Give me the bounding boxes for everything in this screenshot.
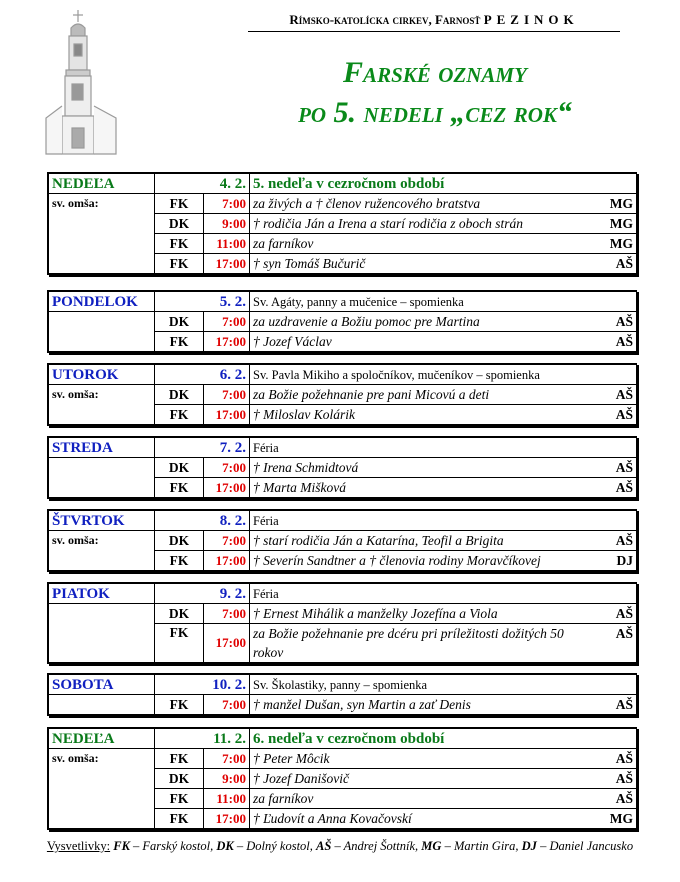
day-name: NEDEĽA <box>49 174 155 194</box>
intention-text: † syn Tomáš Bučurič <box>253 255 366 271</box>
day-occasion: Sv. Školastiky, panny – spomienka <box>250 675 637 695</box>
mass-time: 7:00 <box>204 604 250 624</box>
church-tower-logo <box>38 8 128 156</box>
intention-text: † Jozef Danišovič <box>253 770 349 786</box>
priest-code: AŠ <box>615 790 633 806</box>
parish-name: PEZINOK <box>483 12 579 27</box>
mass-time: 17:00 <box>204 478 250 498</box>
day-block <box>47 436 637 499</box>
mass-row <box>49 458 637 478</box>
mass-time: 17:00 <box>204 405 250 425</box>
church-code: FK <box>155 809 204 829</box>
priest-code: MG <box>609 215 633 231</box>
mass-intention <box>250 551 637 571</box>
mass-time: 11:00 <box>204 234 250 254</box>
legend-title: Vysvetlivky: <box>46 839 111 853</box>
church-code: FK <box>155 624 204 663</box>
legend <box>40 839 640 854</box>
priest-code: AŠ <box>615 479 633 495</box>
legend-text: Martin Gira <box>453 839 516 853</box>
intention-text: za Božie požehnanie pre pani Micovú a deti <box>253 386 490 402</box>
day-block <box>47 673 637 716</box>
legend-abbr: FK <box>113 839 130 853</box>
page-title: Farské oznamy <box>343 56 527 89</box>
mass-row <box>49 194 637 214</box>
intention-text: † rodičia Ján a Irena a starí rodičia z oboch strán <box>253 215 523 231</box>
priest-code: AŠ <box>615 750 633 766</box>
priest-code: MG <box>609 195 633 211</box>
mass-time: 9:00 <box>204 214 250 234</box>
day-name: SOBOTA <box>49 675 155 695</box>
church-code: DK <box>155 531 204 551</box>
mass-intention <box>250 749 637 769</box>
intention-text: † Miloslav Kolárik <box>253 406 355 422</box>
mass-row <box>49 312 637 332</box>
mass-label: sv. omša: <box>49 385 155 425</box>
day-name: STREDA <box>49 438 155 458</box>
mass-row <box>49 695 637 715</box>
day-occasion: Féria <box>250 584 637 604</box>
day-name: UTOROK <box>49 365 155 385</box>
intention-text: † starí rodičia Ján a Katarína, Teofil a Brigita <box>253 532 504 548</box>
mass-intention <box>250 214 637 234</box>
mass-intention <box>250 809 637 829</box>
mass-label: sv. omša: <box>49 194 155 274</box>
legend-text: Andrej Šottník <box>343 839 416 853</box>
day-name: PIATOK <box>49 584 155 604</box>
mass-intention <box>250 332 637 352</box>
day-date: 6. 2. <box>155 365 250 385</box>
mass-time: 17:00 <box>204 809 250 829</box>
intention-text: † Irena Schmidtová <box>253 459 359 475</box>
church-code: DK <box>155 385 204 405</box>
priest-code: AŠ <box>615 333 633 349</box>
intention-text: † Ľudovít a Anna Kovačovskí <box>253 810 412 826</box>
day-date: 4. 2. <box>155 174 250 194</box>
intention-text: † manžel Dušan, syn Martin a zať Denis <box>253 696 471 712</box>
mass-intention <box>250 254 637 274</box>
mass-intention <box>250 385 637 405</box>
mass-time: 7:00 <box>204 385 250 405</box>
church-code: FK <box>155 789 204 809</box>
mass-time: 17:00 <box>204 624 250 663</box>
day-occasion: Féria <box>250 511 637 531</box>
mass-row <box>49 604 637 624</box>
priest-code: AŠ <box>615 459 633 475</box>
church-code: DK <box>155 458 204 478</box>
mass-time: 17:00 <box>204 551 250 571</box>
parish-header <box>248 12 620 32</box>
priest-code: MG <box>609 810 633 826</box>
mass-intention <box>250 478 637 498</box>
legend-abbr: DJ <box>521 839 537 853</box>
mass-intention <box>250 531 637 551</box>
mass-time: 7:00 <box>204 458 250 478</box>
legend-text: Farský kostol <box>142 839 211 853</box>
church-code: FK <box>155 478 204 498</box>
day-name: PONDELOK <box>49 292 155 312</box>
mass-time: 11:00 <box>204 789 250 809</box>
church-code: DK <box>155 312 204 332</box>
day-date: 11. 2. <box>155 729 250 749</box>
church-code: FK <box>155 332 204 352</box>
mass-label <box>49 458 155 498</box>
mass-intention <box>250 769 637 789</box>
church-code: FK <box>155 405 204 425</box>
intention-text: za farníkov <box>253 235 314 251</box>
priest-code: MG <box>609 235 633 251</box>
intention-text: za živých a † členov ružencového bratstva <box>253 195 481 211</box>
legend-items: FK – Farský kostol, DK – Dolný kostol, AŠ – Andrej Šottník, MG – Martin Gira, DJ – Daniel Jancusko <box>113 839 634 853</box>
day-block <box>47 727 637 830</box>
priest-code: AŠ <box>615 532 633 548</box>
mass-intention <box>250 624 637 663</box>
day-name: ŠTVRTOK <box>49 511 155 531</box>
priest-code: AŠ <box>615 770 633 786</box>
mass-label <box>49 695 155 715</box>
mass-time: 7:00 <box>204 312 250 332</box>
intention-text: † Jozef Václav <box>253 333 332 349</box>
church-code: FK <box>155 254 204 274</box>
mass-row <box>49 531 637 551</box>
legend-text: Dolný kostol <box>246 839 310 853</box>
day-date: 8. 2. <box>155 511 250 531</box>
mass-time: 7:00 <box>204 194 250 214</box>
church-code: FK <box>155 234 204 254</box>
priest-code: AŠ <box>615 626 633 641</box>
mass-time: 9:00 <box>204 769 250 789</box>
priest-code: AŠ <box>615 255 633 271</box>
mass-time: 7:00 <box>204 695 250 715</box>
mass-row <box>49 385 637 405</box>
day-occasion: Sv. Pavla Mikiho a spoločníkov, mučeníkov – spomienka <box>250 365 637 385</box>
day-occasion: 6. nedeľa v cezročnom období <box>250 729 637 749</box>
mass-intention <box>250 405 637 425</box>
church-code: DK <box>155 604 204 624</box>
day-block <box>47 509 637 572</box>
priest-code: AŠ <box>615 386 633 402</box>
legend-abbr: DK <box>216 839 234 853</box>
day-date: 5. 2. <box>155 292 250 312</box>
intention-text: † Marta Mišková <box>253 479 346 495</box>
day-date: 9. 2. <box>155 584 250 604</box>
mass-row <box>49 749 637 769</box>
church-code: DK <box>155 769 204 789</box>
day-name: NEDEĽA <box>49 729 155 749</box>
intention-text: za Božie požehnanie pre dcéru pri príležitosti dožitých 50 rokov <box>253 626 564 660</box>
intention-text: † Peter Môcik <box>253 750 330 766</box>
mass-time: 7:00 <box>204 749 250 769</box>
mass-intention <box>250 194 637 214</box>
mass-label: sv. omša: <box>49 531 155 571</box>
day-block <box>47 363 637 426</box>
mass-label <box>49 604 155 663</box>
legend-abbr: MG <box>421 839 442 853</box>
church-code: DK <box>155 214 204 234</box>
mass-intention <box>250 604 637 624</box>
mass-time: 17:00 <box>204 332 250 352</box>
mass-label <box>49 312 155 352</box>
church-code: FK <box>155 749 204 769</box>
day-date: 7. 2. <box>155 438 250 458</box>
intention-text: za farníkov <box>253 790 314 806</box>
mass-time: 7:00 <box>204 531 250 551</box>
day-occasion: Sv. Agáty, panny a mučenice – spomienka <box>250 292 637 312</box>
intention-text: † Severín Sandtner a † členovia rodiny Moravčíkovej <box>253 552 541 568</box>
church-code: FK <box>155 695 204 715</box>
legend-text: Daniel Jancusko <box>549 839 634 853</box>
intention-text: za uzdravenie a Božiu pomoc pre Martina <box>253 313 480 329</box>
mass-label: sv. omša: <box>49 749 155 829</box>
mass-intention <box>250 234 637 254</box>
church-code: FK <box>155 194 204 214</box>
priest-code: AŠ <box>615 406 633 422</box>
intention-text: † Ernest Mihálik a manželky Jozefína a Viola <box>253 605 498 621</box>
mass-intention <box>250 695 637 715</box>
church-code: FK <box>155 551 204 571</box>
day-occasion: Féria <box>250 438 637 458</box>
mass-intention <box>250 789 637 809</box>
day-block <box>47 582 637 664</box>
priest-code: AŠ <box>615 605 633 621</box>
day-occasion: 5. nedeľa v cezročnom období <box>250 174 637 194</box>
mass-intention <box>250 312 637 332</box>
priest-code: AŠ <box>615 313 633 329</box>
priest-code: AŠ <box>615 696 633 712</box>
legend-abbr: AŠ <box>316 839 332 853</box>
day-block <box>47 172 637 275</box>
priest-code: DJ <box>616 552 633 568</box>
day-block <box>47 290 637 353</box>
day-date: 10. 2. <box>155 675 250 695</box>
page-subtitle: po 5. nedeli „cez rok“ <box>298 96 572 129</box>
header-prefix: Rímsko-katolícka cirkev, Farnosť <box>289 12 481 27</box>
mass-time: 17:00 <box>204 254 250 274</box>
mass-intention <box>250 458 637 478</box>
